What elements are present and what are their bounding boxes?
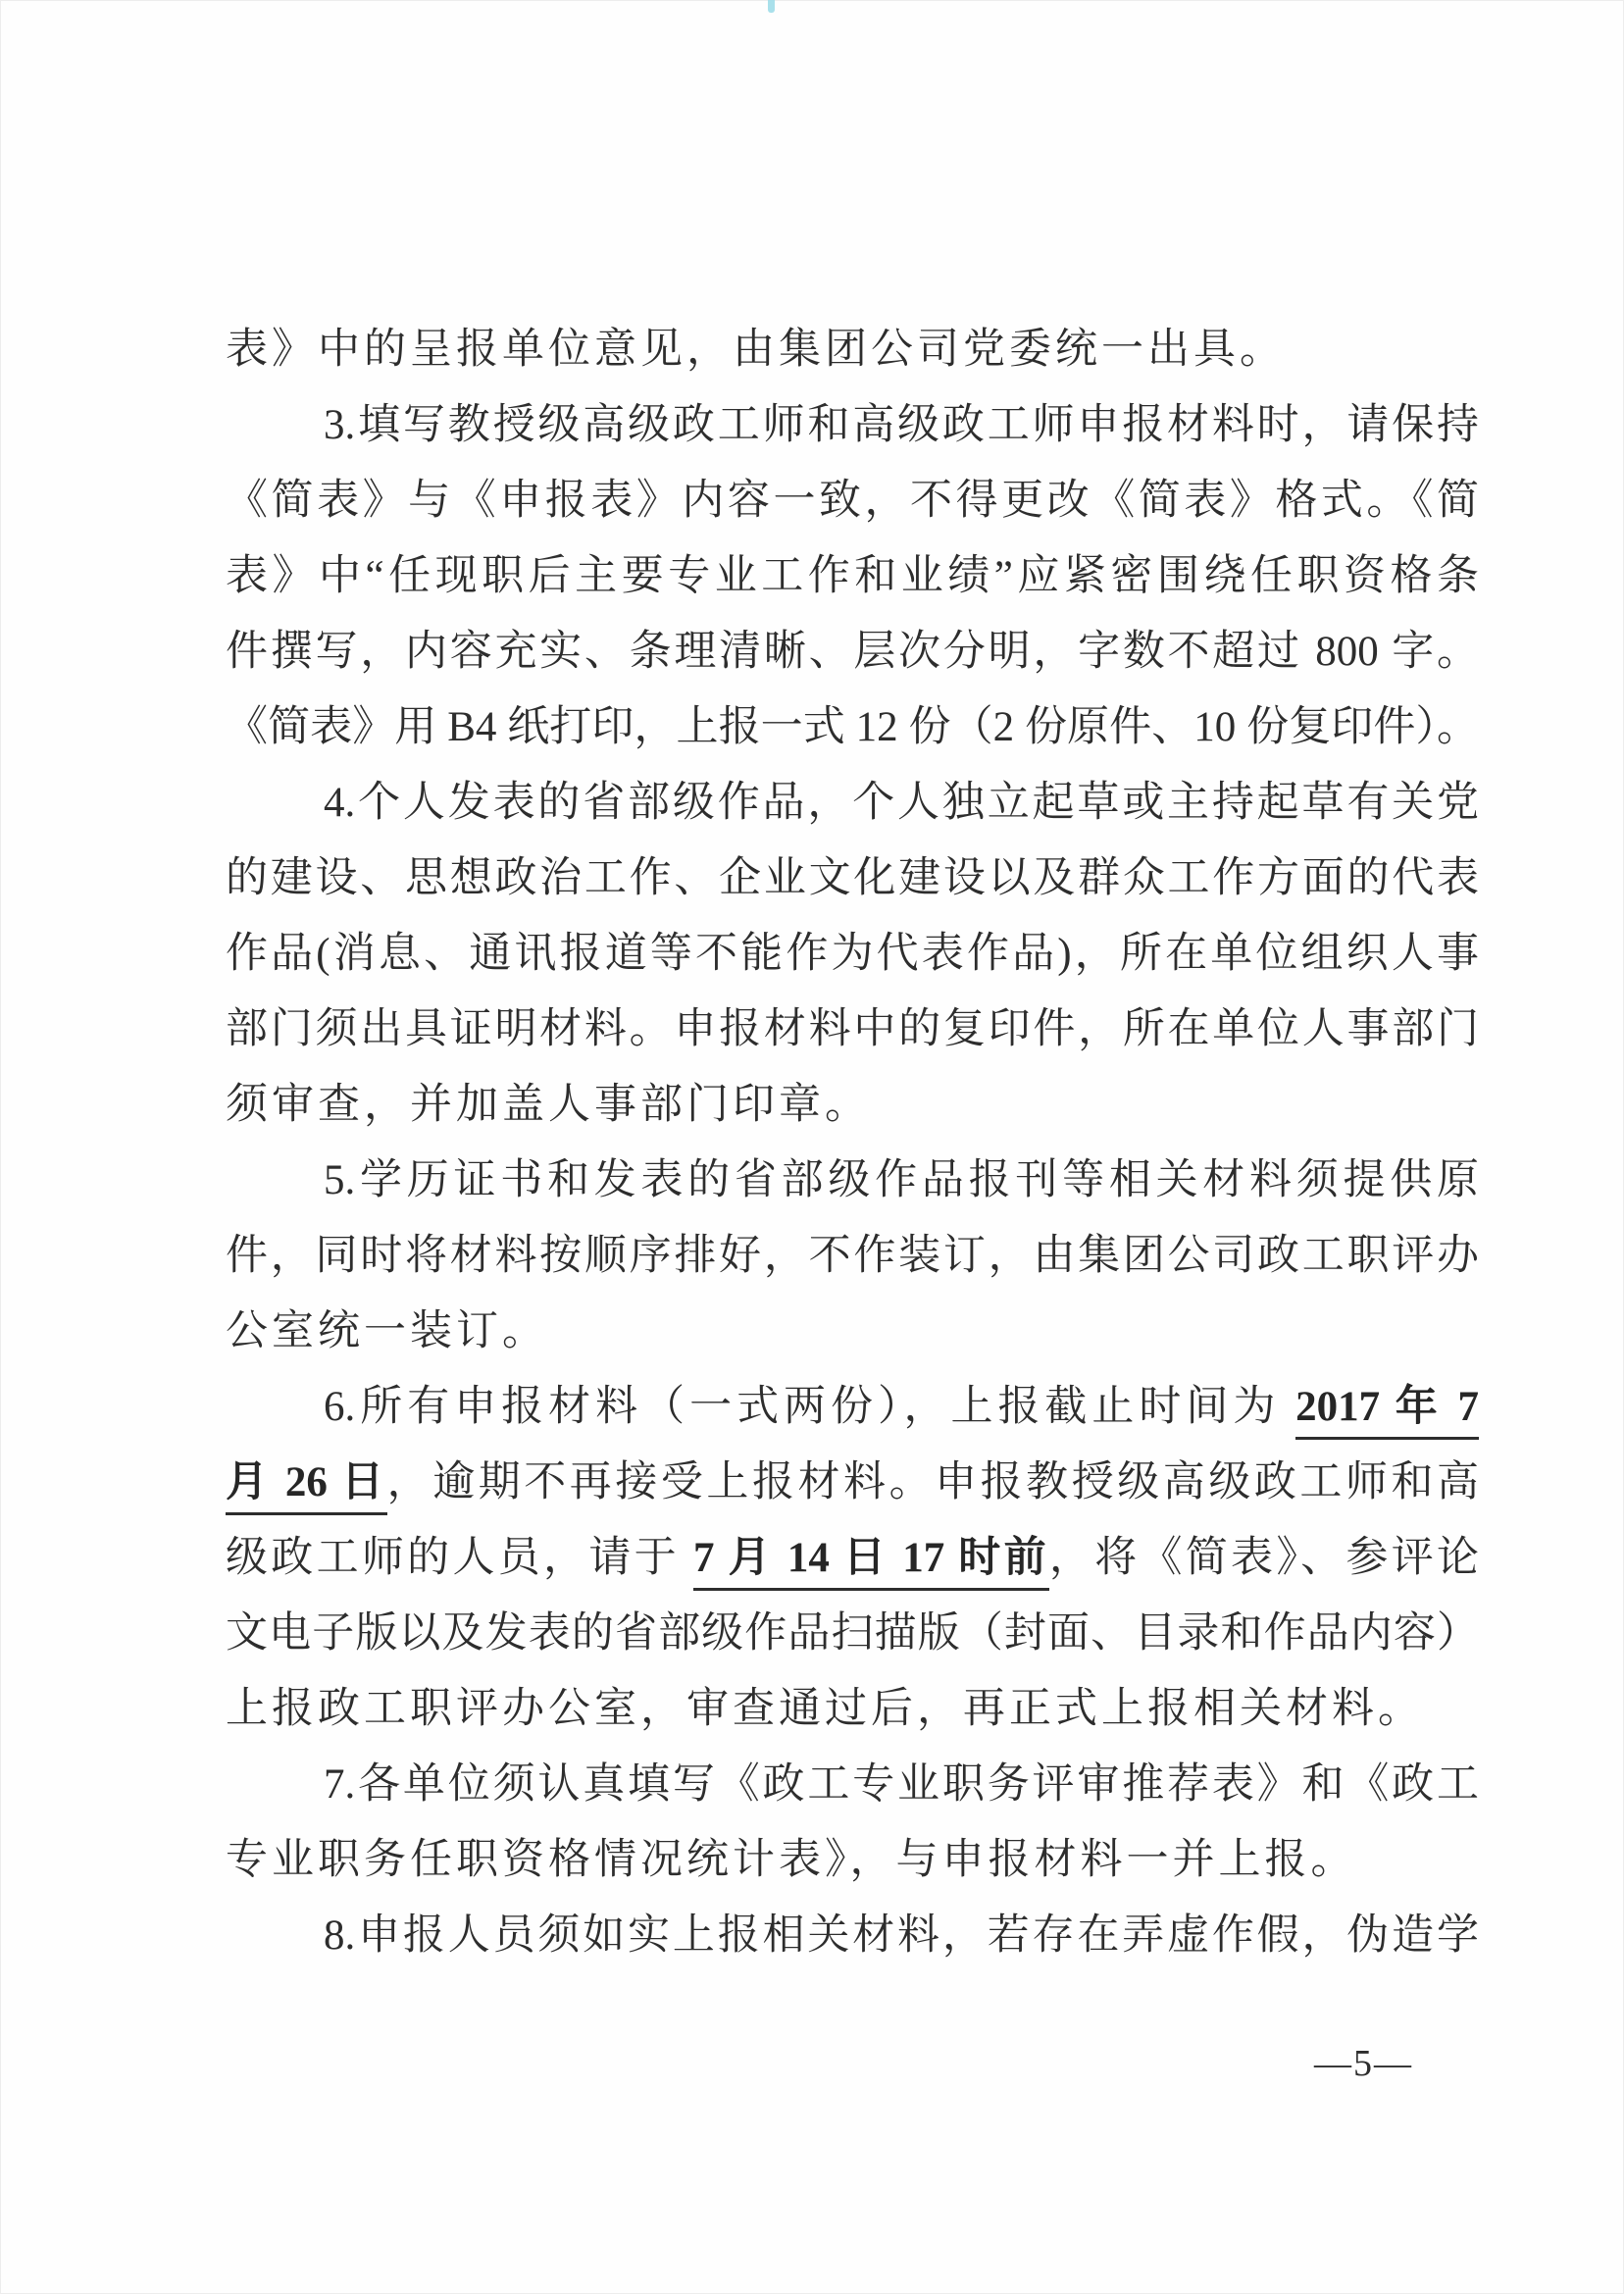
text-line xyxy=(226,1067,1479,1143)
text-line xyxy=(226,1520,1479,1596)
text-segment: 级政工师的人员，请于 xyxy=(226,1535,693,1581)
text-segment: 部门须出具证明材料。申报材料中的复印件，所在单位人事部门 xyxy=(226,1006,1479,1052)
text-line xyxy=(226,538,1479,614)
text-segment: 文电子版以及发表的省部级作品扫描版（封面、目录和作品内容） xyxy=(226,1610,1479,1657)
deadline-highlight: 2017 年 7 xyxy=(1295,1384,1479,1440)
text-line xyxy=(226,1143,1479,1218)
document-body xyxy=(226,312,1479,1973)
text-segment: 4.个人发表的省部级作品，个人独立起草或主持起草有关党 xyxy=(324,780,1479,826)
text-segment: 《简表》用 B4 纸打印，上报一式 12 份（2 份原件、10 份复印件）。 xyxy=(226,704,1479,750)
text-segment: 作品(消息、通讯报道等不能作为代表作品)，所在单位组织人事 xyxy=(226,931,1479,977)
text-line xyxy=(226,765,1479,841)
text-segment: 上报政工职评办公室，审查通过后，再正式上报相关材料。 xyxy=(226,1686,1424,1732)
text-line xyxy=(226,841,1479,916)
text-segment: ，将《简表》、参评论 xyxy=(1048,1535,1480,1581)
text-segment: 表》中的呈报单位意见，由集团公司党委统一出具。 xyxy=(226,327,1286,373)
text-segment: 专业职务任职资格情况统计表》，与申报材料一并上报。 xyxy=(226,1837,1357,1883)
text-segment: 的建设、思想政治工作、企业文化建设以及群众工作方面的代表 xyxy=(226,855,1479,901)
text-line xyxy=(226,1898,1479,1973)
text-line xyxy=(226,312,1479,387)
text-line xyxy=(226,1218,1479,1294)
scan-artifact xyxy=(768,0,775,13)
text-segment: ，逾期不再接受上报材料。申报教授级高级政工师和高 xyxy=(386,1459,1480,1505)
page-number: —5— xyxy=(1314,2043,1413,2084)
text-line xyxy=(226,1445,1479,1520)
text-line xyxy=(226,1822,1479,1898)
deadline-highlight: 月 26 日 xyxy=(226,1459,387,1515)
text-segment: 须审查，并加盖人事部门印章。 xyxy=(226,1082,871,1128)
text-segment: 3.填写教授级高级政工师和高级政工师申报材料时，请保持 xyxy=(324,402,1479,448)
text-line xyxy=(226,614,1479,689)
text-segment: 7.各单位须认真填写《政工专业职务评审推荐表》和《政工 xyxy=(324,1761,1479,1808)
text-line xyxy=(226,916,1479,992)
text-segment: 5.学历证书和发表的省部级作品报刊等相关材料须提供原 xyxy=(324,1157,1479,1203)
text-line xyxy=(226,1369,1479,1445)
text-line xyxy=(226,1671,1479,1747)
text-segment: 表》中“任现职后主要专业工作和业绩”应紧密围绕任职资格条 xyxy=(226,553,1479,599)
text-line xyxy=(226,1747,1479,1822)
text-segment: 《简表》与《申报表》内容一致，不得更改《简表》格式。《简 xyxy=(226,478,1479,524)
text-line xyxy=(226,1596,1479,1671)
text-line xyxy=(226,992,1479,1067)
deadline-highlight: 7 月 14 日 17 时前 xyxy=(693,1535,1049,1591)
text-segment: 件撰写，内容充实、条理清晰、层次分明，字数不超过 800 字。 xyxy=(226,629,1479,675)
text-segment: 公室统一装订。 xyxy=(226,1308,548,1354)
text-line xyxy=(226,689,1479,765)
text-segment: 6.所有申报材料（一式两份），上报截止时间为 xyxy=(324,1384,1296,1430)
text-line xyxy=(226,387,1479,463)
text-line xyxy=(226,1294,1479,1369)
text-segment: 件，同时将材料按顺序排好，不作装订，由集团公司政工职评办 xyxy=(226,1233,1479,1279)
text-line xyxy=(226,463,1479,538)
text-segment: 8.申报人员须如实上报相关材料，若存在弄虚作假，伪造学 xyxy=(324,1912,1479,1959)
